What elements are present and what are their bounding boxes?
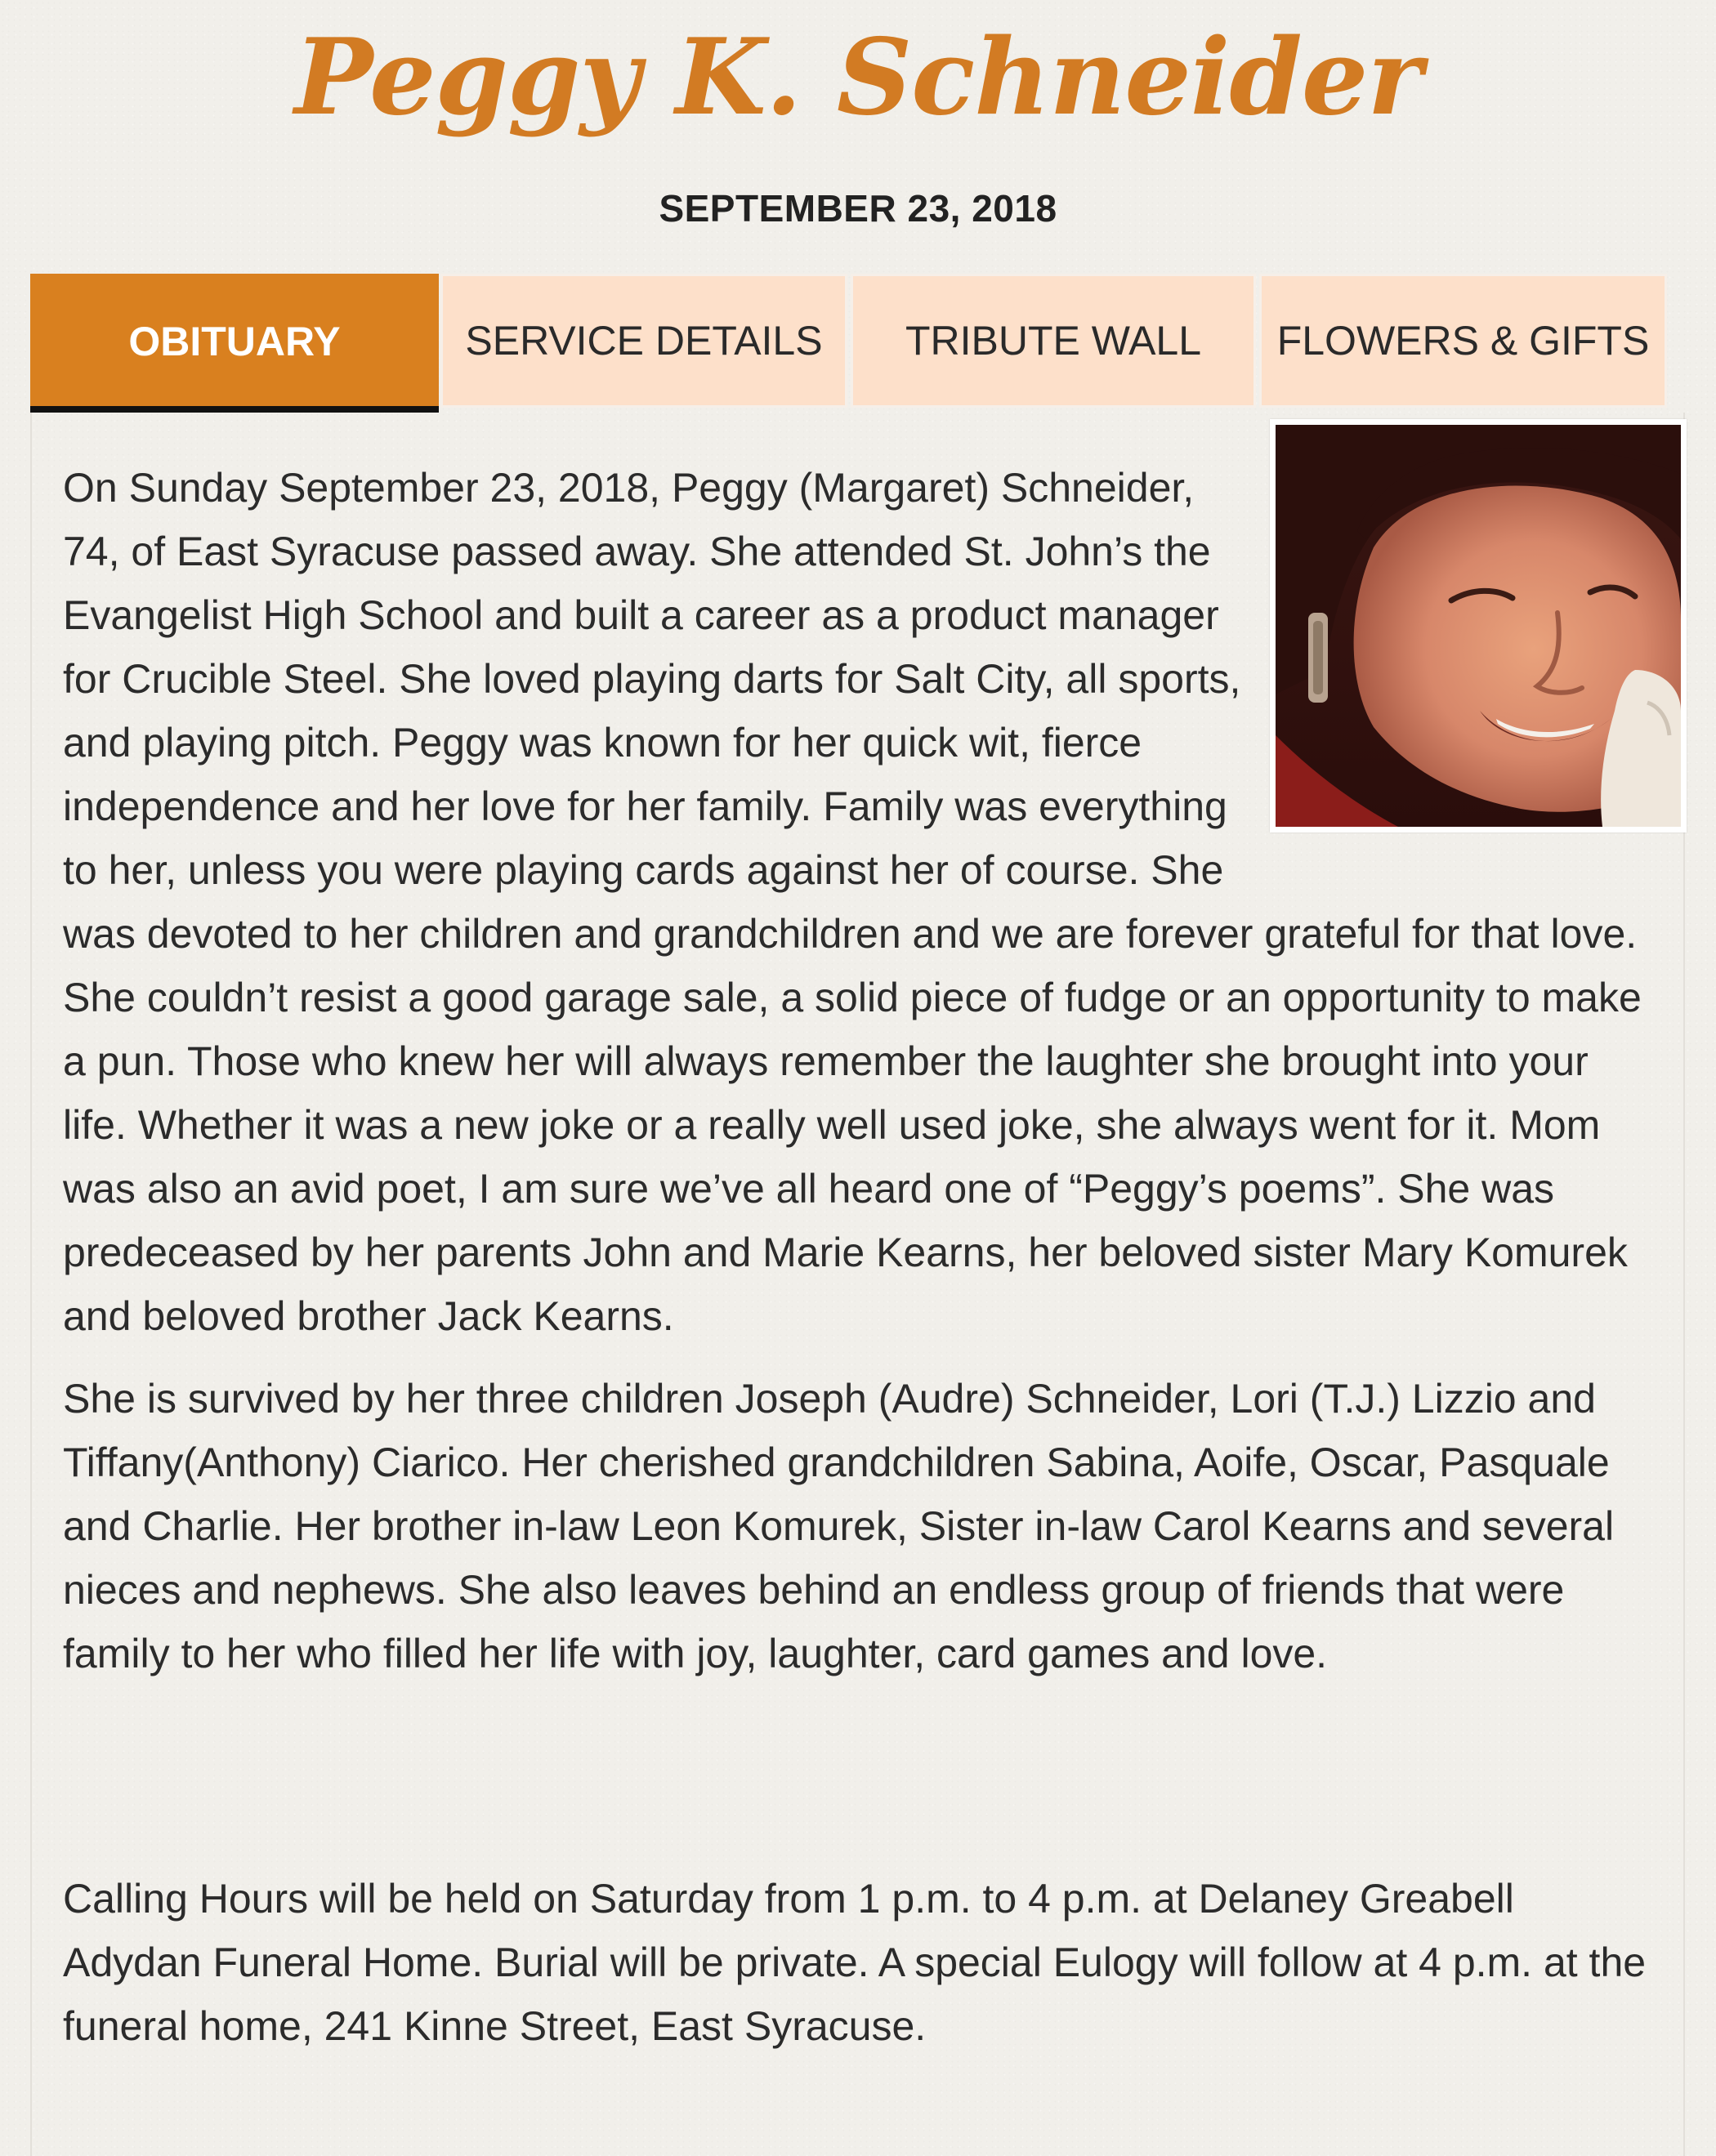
tab-flowers-gifts[interactable]: FLOWERS & GIFTS — [1259, 274, 1667, 408]
deceased-name-title: Peggy K. Schneider — [294, 16, 1422, 139]
obituary-content — [30, 413, 1685, 2156]
obituary-paragraph-3: Calling Hours will be held on Saturday from 1 p.m. to 4 p.m. at Delaney Greabell Adydan Funeral Home. Burial will be private. A special Eulogy will follow at 4 p.m. at the funeral home, 241 Kinne Street, East Syracuse. — [63, 1876, 1647, 2049]
tab-bar — [30, 274, 1667, 413]
tab-obituary[interactable]: OBITUARY — [30, 274, 439, 413]
tab-service-details[interactable]: SERVICE DETAILS — [440, 274, 847, 408]
tab-tribute-wall[interactable]: TRIBUTE WALL — [851, 274, 1256, 408]
obituary-paragraph-1-text: On Sunday September 23, 2018, Peggy (Margaret) Schneider, 74, of East Syracuse passed away. She attended St. John’s the Evangelist High School and built a career as a product manager for Crucible Steel. She loved playing darts for Salt City, all sports, and playing pitch. Peggy was known for her quick wit, fierce independence and her love for her family. Family was everything to her, unless you were playing cards against her of course. She was devoted to her children and grandchildren and we are forever grateful for that love. She couldn’t resist a good garage sale, a solid piece of fudge or an opportunity to make a pun. Those who knew her will always remember the laughter she brought into your life. Whether it was a new joke or a really well used joke, she always went for it. Mom was also an avid poet, I am sure we’ve all heard one of “Peggy’s poems”. She was predeceased by her parents John and Marie Kearns, her beloved sister Mary Komurek and beloved brother Jack Kearns. — [63, 465, 1642, 1339]
obituary-date: SEPTEMBER 23, 2018 — [659, 187, 1057, 230]
obituary-paragraph-1 — [63, 456, 1656, 1348]
obituary-paragraph-2: She is survived by her three children Joseph (Audre) Schneider, Lori (T.J.) Lizzio and Tiffany(Anthony) Ciarico. Her cherished grandchildren Sabina, Aoife, Oscar, Pasquale and Charlie. Her brother in-law Leon Komurek, Sister in-law Carol Kearns and several nieces and nephews. She also leaves behind an endless group of friends that were family to her who filled her life with joy, laughter, card games and love. — [63, 1376, 1615, 1676]
photo-wrap-spacer — [1244, 456, 1656, 856]
